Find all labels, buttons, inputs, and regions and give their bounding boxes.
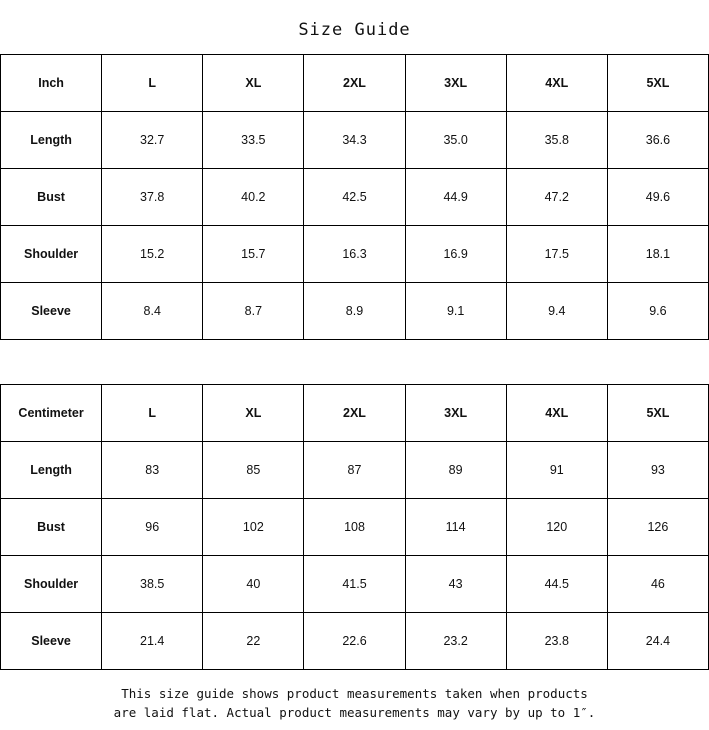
table-cell: 22 bbox=[203, 613, 304, 670]
table-cell: 21.4 bbox=[102, 613, 203, 670]
table-cell: 23.2 bbox=[405, 613, 506, 670]
table-cell: 9.6 bbox=[607, 283, 708, 340]
column-header-size: 2XL bbox=[304, 55, 405, 112]
table-cell: 35.8 bbox=[506, 112, 607, 169]
table-cell: 47.2 bbox=[506, 169, 607, 226]
table-cell: 93 bbox=[607, 442, 708, 499]
row-label: Bust bbox=[1, 499, 102, 556]
table-cell: 114 bbox=[405, 499, 506, 556]
table-cell: 36.6 bbox=[607, 112, 708, 169]
row-label: Length bbox=[1, 442, 102, 499]
table-cell: 18.1 bbox=[607, 226, 708, 283]
column-header-size: L bbox=[102, 55, 203, 112]
table-cell: 40.2 bbox=[203, 169, 304, 226]
column-header-size: XL bbox=[203, 55, 304, 112]
footnote-line-1: This size guide shows product measurements taken when products bbox=[121, 686, 588, 701]
table-divider bbox=[0, 340, 709, 384]
table-cell: 42.5 bbox=[304, 169, 405, 226]
table-cell: 43 bbox=[405, 556, 506, 613]
table-cell: 83 bbox=[102, 442, 203, 499]
row-label: Sleeve bbox=[1, 613, 102, 670]
column-header-size: XL bbox=[203, 385, 304, 442]
table-cell: 120 bbox=[506, 499, 607, 556]
column-header-size: 3XL bbox=[405, 385, 506, 442]
table-cell: 24.4 bbox=[607, 613, 708, 670]
footnote bbox=[0, 670, 709, 722]
table-header-row bbox=[1, 385, 709, 442]
table-cell: 17.5 bbox=[506, 226, 607, 283]
table-cell: 102 bbox=[203, 499, 304, 556]
table-cell: 9.4 bbox=[506, 283, 607, 340]
table-header-row bbox=[1, 55, 709, 112]
table-cell: 22.6 bbox=[304, 613, 405, 670]
table-cell: 44.9 bbox=[405, 169, 506, 226]
table-cell: 108 bbox=[304, 499, 405, 556]
table-cell: 49.6 bbox=[607, 169, 708, 226]
table-cell: 37.8 bbox=[102, 169, 203, 226]
column-header-size: L bbox=[102, 385, 203, 442]
row-label: Shoulder bbox=[1, 556, 102, 613]
unit-label: Inch bbox=[1, 55, 102, 112]
table-cell: 16.9 bbox=[405, 226, 506, 283]
table-cell: 34.3 bbox=[304, 112, 405, 169]
centimeter-size-table bbox=[0, 384, 709, 670]
table-cell: 8.7 bbox=[203, 283, 304, 340]
row-label: Length bbox=[1, 112, 102, 169]
table-row bbox=[1, 442, 709, 499]
table-row bbox=[1, 499, 709, 556]
table-cell: 46 bbox=[607, 556, 708, 613]
column-header-size: 4XL bbox=[506, 385, 607, 442]
page-title: Size Guide bbox=[298, 20, 411, 40]
table-cell: 23.8 bbox=[506, 613, 607, 670]
row-label: Shoulder bbox=[1, 226, 102, 283]
column-header-size: 5XL bbox=[607, 385, 708, 442]
table-row bbox=[1, 556, 709, 613]
table-cell: 15.2 bbox=[102, 226, 203, 283]
inch-size-table bbox=[0, 54, 709, 340]
table-cell: 9.1 bbox=[405, 283, 506, 340]
table-row bbox=[1, 613, 709, 670]
column-header-size: 3XL bbox=[405, 55, 506, 112]
table-cell: 87 bbox=[304, 442, 405, 499]
table-cell: 44.5 bbox=[506, 556, 607, 613]
table-cell: 96 bbox=[102, 499, 203, 556]
table-cell: 41.5 bbox=[304, 556, 405, 613]
column-header-size: 5XL bbox=[607, 55, 708, 112]
table-cell: 38.5 bbox=[102, 556, 203, 613]
table-cell: 16.3 bbox=[304, 226, 405, 283]
table-cell: 126 bbox=[607, 499, 708, 556]
table-cell: 8.4 bbox=[102, 283, 203, 340]
row-label: Sleeve bbox=[1, 283, 102, 340]
table-cell: 40 bbox=[203, 556, 304, 613]
table-cell: 32.7 bbox=[102, 112, 203, 169]
table-cell: 8.9 bbox=[304, 283, 405, 340]
table-row bbox=[1, 169, 709, 226]
row-label: Bust bbox=[1, 169, 102, 226]
footnote-line-2: are laid flat. Actual product measurements may vary by up to 1″. bbox=[113, 705, 596, 720]
column-header-size: 2XL bbox=[304, 385, 405, 442]
table-row bbox=[1, 112, 709, 169]
unit-label: Centimeter bbox=[1, 385, 102, 442]
table-cell: 85 bbox=[203, 442, 304, 499]
table-cell: 35.0 bbox=[405, 112, 506, 169]
table-cell: 91 bbox=[506, 442, 607, 499]
table-cell: 15.7 bbox=[203, 226, 304, 283]
column-header-size: 4XL bbox=[506, 55, 607, 112]
table-cell: 89 bbox=[405, 442, 506, 499]
table-row bbox=[1, 283, 709, 340]
table-row bbox=[1, 226, 709, 283]
table-cell: 33.5 bbox=[203, 112, 304, 169]
